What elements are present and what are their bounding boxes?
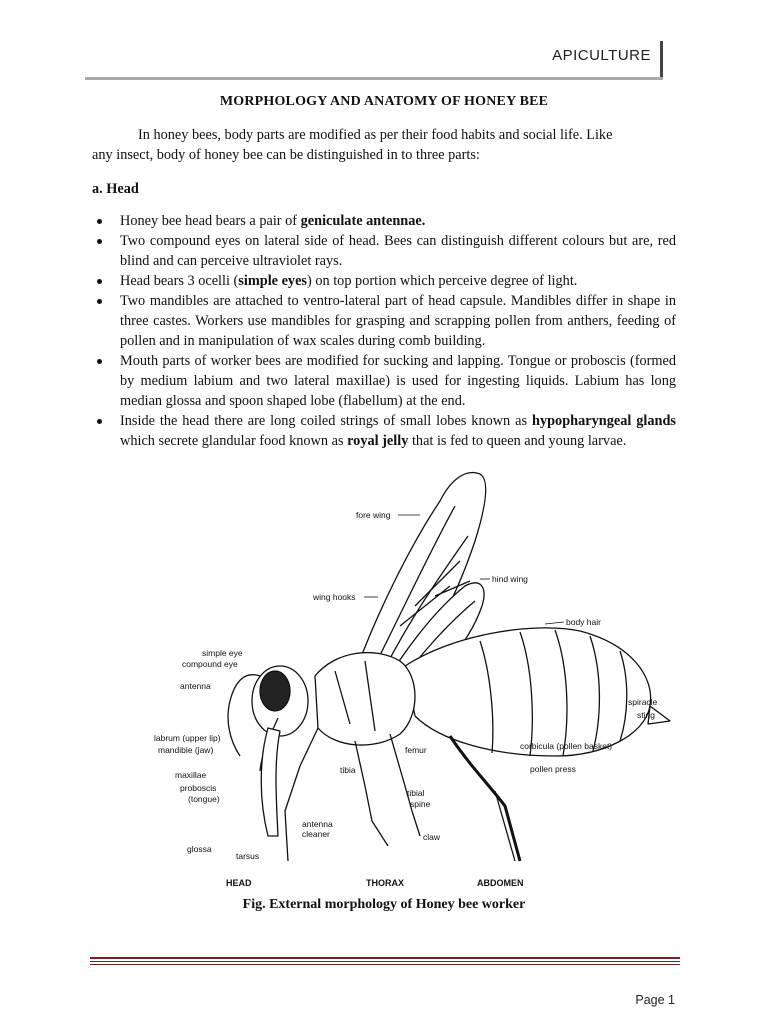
label-thorax: THORAX <box>366 878 404 888</box>
label-proboscis: proboscis <box>180 783 217 793</box>
label-spiracle: spiracle <box>628 697 658 707</box>
label-tibial-spine-2: spine <box>410 799 431 809</box>
label-corbicula: corbicula (pollen basket) <box>520 741 613 751</box>
bullet-text: Two mandibles are attached to ventro-lateral part of head capsule. Mandibles differ in shape in three castes. Workers use mandibles for grasping and scrapping pollen from anthers, feeding of pollen and in manipulation of wax scales during comb building. <box>120 293 676 349</box>
label-maxillae: maxillae <box>175 770 207 780</box>
label-fore-wing: fore wing <box>356 510 391 520</box>
list-item <box>92 211 676 231</box>
label-compound-eye: compound eye <box>182 659 238 669</box>
honey-bee-illustration <box>150 466 690 896</box>
list-item <box>92 411 676 451</box>
list-item <box>92 291 676 351</box>
label-abdomen: ABDOMEN <box>477 878 524 888</box>
label-hind-wing: hind wing <box>492 574 528 584</box>
label-sting: sting <box>637 710 655 720</box>
running-header: APICULTURE <box>552 47 651 64</box>
bullet-bold-text: simple eyes <box>238 273 307 289</box>
page-number: Page 1 <box>635 993 675 1007</box>
bullet-text: Mouth parts of worker bees are modified for sucking and lapping. Tongue or proboscis (formed by medium labium and two lateral maxillae) is used for ingesting liquids. Labium has long median glossa and spoon shaped lobe (flabellum) at the end. <box>120 353 676 409</box>
bullet-bold-text: royal jelly <box>347 433 409 449</box>
label-tibial-spine-1: tibial <box>407 788 425 798</box>
page-title: MORPHOLOGY AND ANATOMY OF HONEY BEE <box>219 94 549 109</box>
label-head: HEAD <box>226 878 252 888</box>
label-femur: femur <box>405 745 427 755</box>
label-wing-hooks: wing hooks <box>313 592 356 602</box>
header-rule <box>85 77 663 80</box>
intro-line: any insect, body of honey bee can be distinguished in to three parts: <box>92 147 480 163</box>
footer-rule <box>90 961 680 962</box>
bullet-text: Head bears 3 ocelli ( <box>120 273 239 289</box>
bullet-text: which secrete glandular food known as <box>120 433 348 449</box>
label-tibia: tibia <box>340 765 356 775</box>
label-antenna-cleaner-1: antenna <box>302 819 333 829</box>
label-antenna-cleaner-2: cleaner <box>302 829 330 839</box>
footer-rule <box>90 964 680 965</box>
bullet-icon <box>97 419 102 424</box>
label-antenna: antenna <box>180 681 211 691</box>
bullet-text: that is fed to queen and young larvae. <box>408 433 627 449</box>
bullet-icon <box>97 299 102 304</box>
label-body-hair: body hair <box>566 617 601 627</box>
bullet-bold-text: geniculate antennae. <box>300 213 426 229</box>
label-simple-eye: simple eye <box>202 648 243 658</box>
bullet-icon <box>97 359 102 364</box>
label-pollen-press: pollen press <box>530 764 576 774</box>
header-divider <box>660 41 663 79</box>
label-labrum: labrum (upper lip) <box>154 733 221 743</box>
label-tongue: (tongue) <box>188 794 220 804</box>
label-claw: claw <box>423 832 441 842</box>
bee-figure <box>150 466 690 896</box>
label-glossa: glossa <box>187 844 212 854</box>
bullet-list <box>92 211 676 451</box>
label-mandible: mandible (jaw) <box>158 745 214 755</box>
label-tarsus: tarsus <box>236 851 260 861</box>
bullet-text: Honey bee head bears a pair of <box>120 213 301 229</box>
list-item <box>92 231 676 271</box>
bullet-text: Inside the head there are long coiled strings of small lobes known as <box>120 413 532 429</box>
list-item <box>92 351 676 411</box>
figure-caption: Fig. External morphology of Honey bee worker <box>242 897 526 912</box>
bullet-text: Two compound eyes on lateral side of head. Bees can distinguish different colours but are, red blind and can perceive ultraviolet rays. <box>120 233 676 269</box>
bullet-icon <box>97 279 102 284</box>
bullet-bold-text: hypopharyngeal glands <box>532 413 676 429</box>
footer-rule <box>90 957 680 959</box>
bullet-text: ) on top portion which perceive degree of light. <box>307 273 578 289</box>
bullet-icon <box>97 219 102 224</box>
intro-paragraph <box>92 125 676 165</box>
intro-line: In honey bees, body parts are modified as per their food habits and social life. Like <box>138 127 613 143</box>
list-item <box>92 271 676 291</box>
section-heading: a. Head <box>92 181 139 197</box>
bullet-icon <box>97 239 102 244</box>
